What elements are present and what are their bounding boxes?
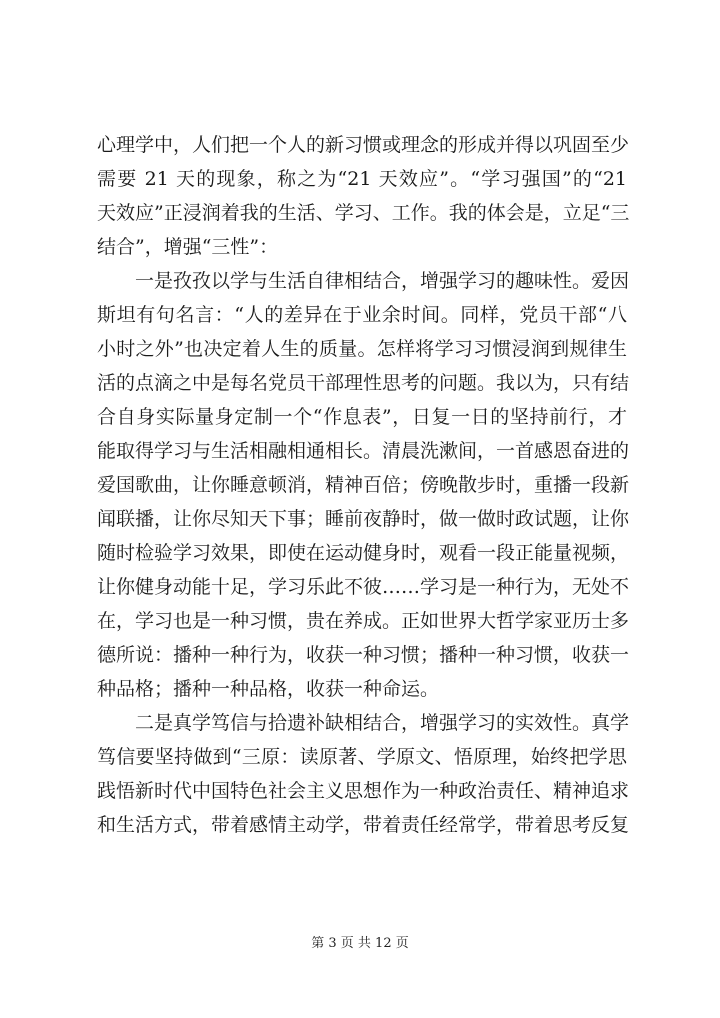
text-line: 合自身实际量身定制一个“作息表”，日复一日的坚持前行，才 [97,406,627,428]
text-line: 需要 21 天的现象，称之为“21 天效应”。“学习强国”的“21 [97,168,627,190]
text-line: 能取得学习与生活相融相通相长。清晨洗漱间，一首感恩奋进的 [97,440,630,462]
paragraph-start-line: 二是真学笃信与拾遗补缺相结合，增强学习的实效性。真学 [135,712,630,734]
page-number-footer: 第 3 页 共 12 页 [311,936,409,951]
text-line: 心理学中，人们把一个人的新习惯或理念的形成并得以巩固至少 [97,134,630,156]
text-line: 天效应”正浸润着我的生活、学习、工作。我的体会是，立足“三 [97,202,630,224]
text-line: 和生活方式，带着感情主动学，带着责任经常学，带着思考反复 [97,814,630,836]
text-line: 种品格；播种一种品格，收获一种命运。 [97,678,440,700]
text-line: 斯坦有句名言：“人的差异在于业余时间。同样，党员干部“八 [97,304,627,326]
text-line: 在，学习也是一种习惯，贵在养成。正如世界大哲学家亚历士多 [97,610,630,632]
text-line: 爱国歌曲，让你睡意顿消，精神百倍；傍晚散步时，重播一段新 [97,474,630,496]
text-line: 活的点滴之中是每名党员干部理性思考的问题。我以为，只有结 [97,372,630,394]
text-line: 随时检验学习效果，即使在运动健身时，观看一段正能量视频， [97,542,630,564]
text-line: 小时之外”也决定着人生的质量。怎样将学习习惯浸润到规律生 [97,338,627,360]
text-line: 闻联播，让你尽知天下事；睡前夜静时，做一做时政试题，让你 [97,508,630,530]
text-line: 让你健身动能十足，学习乐此不彼……学习是一种行为，无处不 [97,576,630,598]
text-line: 践悟新时代中国特色社会主义思想作为一种政治责任、精神追求 [97,780,630,802]
document-body [97,128,630,842]
paragraph-start-line: 一是孜孜以学与生活自律相结合，增强学习的趣味性。爱因 [135,270,630,292]
text-line: 德所说：播种一种行为，收获一种习惯；播种一种习惯，收获一 [97,644,630,666]
text-line: 笃信要坚持做到“三原：读原著、学原文、悟原理，始终把学思 [97,746,627,768]
text-line: 结合”，增强“三性”： [97,236,279,258]
